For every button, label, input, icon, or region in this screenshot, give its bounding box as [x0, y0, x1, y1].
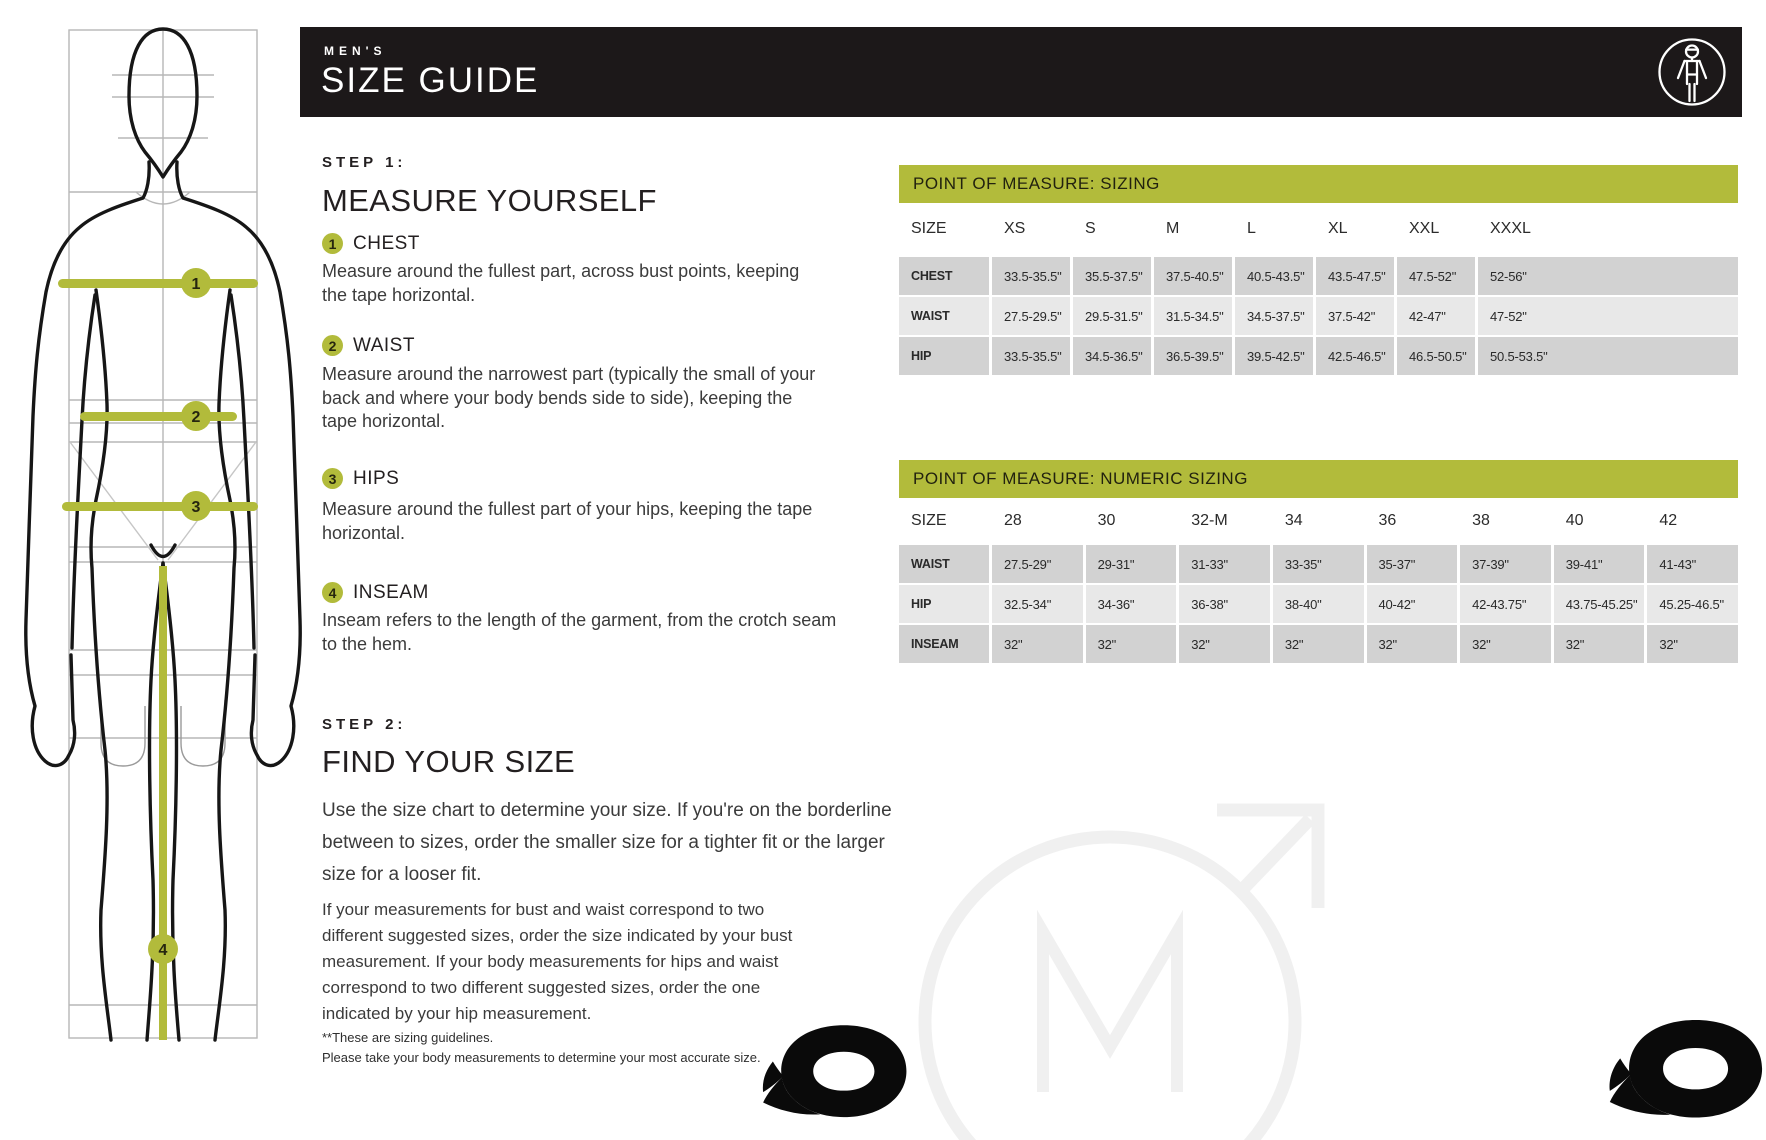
table-cell: 43.75-45.25" [1554, 585, 1645, 623]
inseam-number-badge: 4 [322, 582, 343, 603]
sizing-footnote [322, 1028, 761, 1068]
row-label: HIP [899, 337, 989, 375]
column-header: S [1085, 220, 1096, 237]
table-cell: 47.5-52" [1397, 257, 1475, 295]
sizing-table-body [899, 257, 1738, 375]
column-header: XL [1328, 220, 1348, 237]
size-column-header: SIZE [911, 220, 947, 237]
table-row [899, 337, 1738, 375]
table-cell: 31-33" [1179, 545, 1270, 583]
measure-item-chest [322, 233, 420, 254]
measure-item-inseam [322, 582, 429, 603]
column-header: 36 [1378, 511, 1397, 529]
table-cell: 32" [1273, 625, 1364, 663]
table-cell: 32.5-34" [992, 585, 1083, 623]
table-cell: 36-38" [1179, 585, 1270, 623]
step1-title: MEASURE YOURSELF [322, 183, 657, 218]
table-cell: 37-39" [1460, 545, 1551, 583]
column-header: 28 [1004, 511, 1022, 529]
pearl-izumi-logo [752, 1018, 912, 1123]
waist-label: WAIST [353, 335, 415, 356]
marker-3-label: 3 [191, 499, 201, 516]
table-row [899, 545, 1738, 583]
table-cell: 33.5-35.5" [992, 257, 1070, 295]
hips-description: Measure around the fullest part of your hips, keeping the tape horizontal. [322, 499, 813, 543]
chest-number-badge: 1 [322, 233, 343, 254]
table-cell: 35-37" [1367, 545, 1458, 583]
hips-number-badge: 3 [322, 468, 343, 489]
marker-4-label: 4 [158, 942, 168, 959]
table-cell: 32" [992, 625, 1083, 663]
numeric-sizing-table-title: POINT OF MEASURE: NUMERIC SIZING [899, 460, 1738, 498]
table-cell: 34.5-36.5" [1073, 337, 1151, 375]
table-cell: 32" [1460, 625, 1551, 663]
table-cell: 42.5-46.5" [1316, 337, 1394, 375]
marker-2-label: 2 [191, 409, 201, 426]
table-cell: 35.5-37.5" [1073, 257, 1151, 295]
table-cell: 38-40" [1273, 585, 1364, 623]
table-row [899, 625, 1738, 663]
footnote-line-1: **These are sizing guidelines. [322, 1030, 494, 1045]
row-label: INSEAM [899, 625, 989, 663]
table-cell: 43.5-47.5" [1316, 257, 1394, 295]
table-cell: 46.5-50.5" [1397, 337, 1475, 375]
header-bar [300, 27, 1742, 117]
male-symbol-icon [880, 800, 1420, 1140]
step2-label: STEP 2: [322, 716, 407, 733]
chest-label: CHEST [353, 233, 420, 254]
table-cell: 40-42" [1367, 585, 1458, 623]
measure-item-waist [322, 335, 415, 356]
numeric-sizing-table [899, 460, 1738, 663]
inseam-label: INSEAM [353, 582, 429, 603]
table-cell: 42-43.75" [1460, 585, 1551, 623]
column-header: 34 [1284, 511, 1303, 529]
row-label: CHEST [899, 257, 989, 295]
hips-label: HIPS [353, 468, 400, 489]
row-label: WAIST [899, 297, 989, 335]
table-row [899, 297, 1738, 335]
marker-1-label: 1 [191, 276, 201, 293]
step1-label: STEP 1: [322, 154, 407, 171]
table-cell: 39.5-42.5" [1235, 337, 1313, 375]
numeric-sizing-table-body [899, 545, 1738, 663]
body-measurement-figure [0, 0, 322, 1140]
column-header: XXXL [1490, 220, 1531, 237]
table-cell: 52-56" [1478, 257, 1738, 295]
column-header: L [1247, 220, 1256, 237]
sizing-table-title: POINT OF MEASURE: SIZING [899, 165, 1738, 203]
column-header: 32-M [1191, 511, 1228, 529]
table-cell: 29.5-31.5" [1073, 297, 1151, 335]
table-cell: 45.25-46.5" [1647, 585, 1738, 623]
table-cell: 41-43" [1647, 545, 1738, 583]
table-cell: 32" [1179, 625, 1270, 663]
table-cell: 33-35" [1273, 545, 1364, 583]
measure-item-hips [322, 468, 399, 489]
page-title: SIZE GUIDE [321, 61, 540, 100]
table-cell: 37.5-40.5" [1154, 257, 1232, 295]
table-cell: 32" [1086, 625, 1177, 663]
row-label: HIP [899, 585, 989, 623]
column-header: XXL [1409, 220, 1440, 237]
table-row [899, 257, 1738, 295]
table-cell: 37.5-42" [1316, 297, 1394, 335]
step2-title: FIND YOUR SIZE [322, 744, 576, 779]
sizing-table [899, 165, 1738, 375]
table-cell: 32" [1367, 625, 1458, 663]
chest-description: Measure around the fullest part, across bust points, keeping the tape horizontal. [322, 261, 800, 305]
table-cell: 32" [1647, 625, 1738, 663]
table-cell: 33.5-35.5" [992, 337, 1070, 375]
header-eyebrow: MEN'S [324, 44, 387, 58]
table-cell: 50.5-53.5" [1478, 337, 1738, 375]
inseam-description: Inseam refers to the length of the garment, from the crotch seam to the hem. [322, 610, 837, 654]
table-cell: 39-41" [1554, 545, 1645, 583]
table-cell: 27.5-29.5" [992, 297, 1070, 335]
find-size-text: Use the size chart to determine your size. If you're on the borderline between to sizes, order the smaller size for a tighter fit or the larger size for a looser fit. [322, 800, 892, 885]
find-size-note: If your measurements for bust and waist correspond to two different suggested sizes, order the size indicated by your bust measurement. If your body measurements for hips and waist correspond to two different suggested sizes, order the one indicated by your hip measurement. [322, 900, 793, 1023]
table-cell: 47-52" [1478, 297, 1738, 335]
column-header: 38 [1472, 511, 1490, 529]
table-cell: 27.5-29" [992, 545, 1083, 583]
footnote-line-2: Please take your body measurements to determine your most accurate size. [322, 1050, 761, 1065]
table-row [899, 585, 1738, 623]
row-label: WAIST [899, 545, 989, 583]
fit-person-icon [1656, 36, 1728, 108]
table-cell: 32" [1554, 625, 1645, 663]
table-cell: 42-47" [1397, 297, 1475, 335]
column-header: M [1166, 220, 1180, 237]
numeric-sizing-table-header-row [899, 498, 1738, 543]
table-cell: 40.5-43.5" [1235, 257, 1313, 295]
table-cell: 36.5-39.5" [1154, 337, 1232, 375]
table-cell: 34-36" [1086, 585, 1177, 623]
size-column-header: SIZE [911, 511, 947, 529]
table-cell: 29-31" [1086, 545, 1177, 583]
table-cell: 34.5-37.5" [1235, 297, 1313, 335]
waist-number-badge: 2 [322, 335, 343, 356]
column-header: 40 [1565, 511, 1584, 529]
pearl-izumi-logo [1598, 1012, 1766, 1124]
waist-description: Measure around the narrowest part (typically the small of your back and where your body bends side to side), keeping the tape horizontal. [322, 364, 816, 431]
column-header: 42 [1659, 511, 1678, 529]
table-cell: 31.5-34.5" [1154, 297, 1232, 335]
sizing-table-header-row [899, 203, 1738, 255]
column-header: 30 [1097, 511, 1116, 529]
column-header: XS [1004, 220, 1026, 237]
